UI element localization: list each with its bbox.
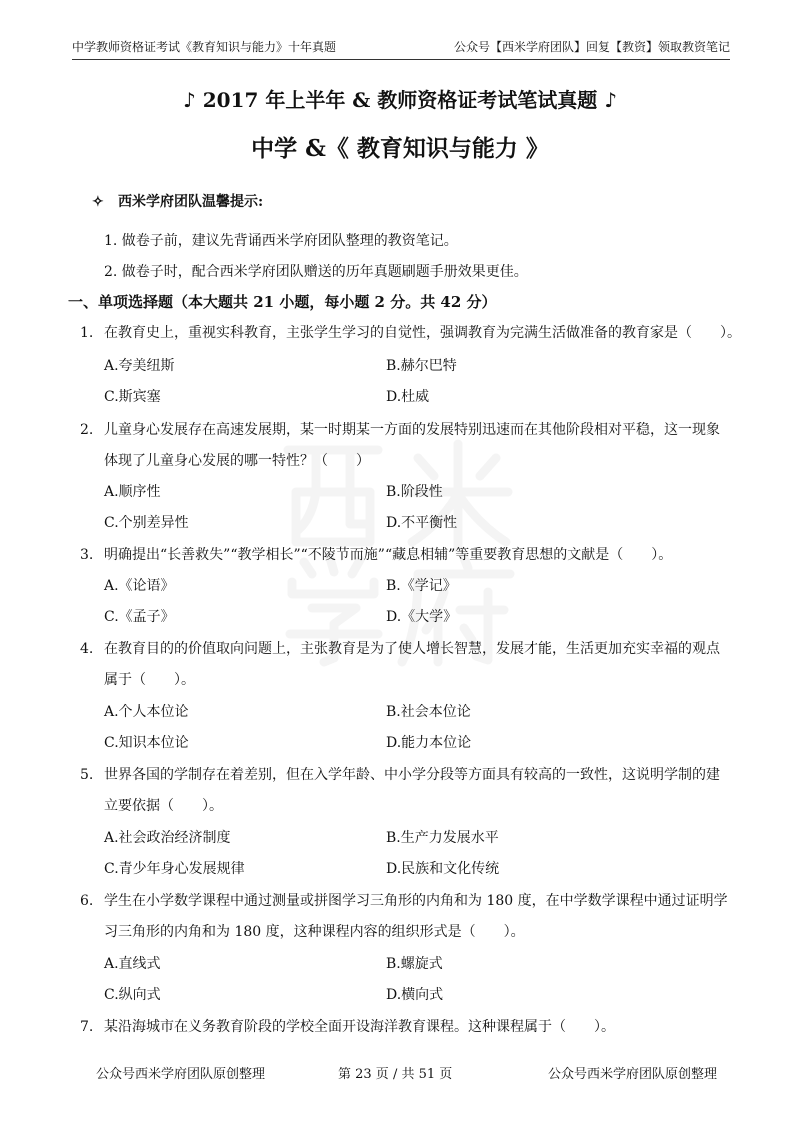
header-right-text: 公众号【西米学府团队】回复【教资】领取教资笔记: [453, 40, 730, 54]
option-c: C.斯宾塞: [104, 389, 161, 405]
option-b: B.生产力发展水平: [386, 830, 499, 846]
question-text: 学生在小学数学课程中通过测量或拼图学习三角形的内角和为 180 度，在中学数学课程中通过证明学: [104, 893, 728, 909]
option-c: C.知识本位论: [104, 735, 189, 751]
question-number: 1.: [80, 325, 94, 341]
tip-item: 1. 做卷子前，建议先背诵西米学府团队整理的教资笔记。: [104, 233, 458, 249]
option-c: C.青少年身心发展规律: [104, 861, 245, 877]
question-text: 在教育目的的价值取向问题上，主张教育是为了使人增长智慧，发展才能，生活更加充实幸福的观点: [104, 641, 720, 657]
option-a: A.顺序性: [104, 484, 161, 500]
footer-left-text: 公众号西米学府团队原创整理: [96, 1067, 266, 1082]
option-d: D.不平衡性: [386, 515, 458, 531]
option-d: D.《大学》: [386, 609, 458, 625]
tip-item: 2. 做卷子时，配合西米学府团队赠送的历年真题刷题手册效果更佳。: [104, 264, 528, 280]
question-text: 世界各国的学制存在着差别，但在入学年龄、中小学分段等方面具有较高的一致性，这说明学制的建: [104, 767, 720, 783]
question-text: 属于（ ）。: [104, 672, 195, 688]
option-c: C.《孟子》: [104, 609, 175, 625]
option-d: D.横向式: [386, 987, 444, 1003]
question-text: 体现了儿童身心发展的哪一特性？（ ）: [104, 453, 370, 469]
page-number: 第 23 页 / 共 51 页: [338, 1067, 453, 1082]
question-number: 6.: [80, 893, 94, 909]
subject-title: 中学 &《 教育知识与能力 》: [251, 135, 549, 162]
option-b: B.社会本位论: [386, 704, 471, 720]
question-number: 2.: [80, 422, 94, 438]
question-text: 习三角形的内角和为 180 度，这种课程内容的组织形式是（ ）。: [104, 924, 525, 940]
exam-title: ♪ 2017 年上半年 & 教师资格证考试笔试真题 ♪: [182, 88, 618, 112]
option-a: A.个人本位论: [104, 704, 189, 720]
option-b: B.螺旋式: [386, 956, 443, 972]
option-a: A.《论语》: [104, 578, 175, 594]
question-number: 7.: [80, 1019, 94, 1035]
option-c: C.个别差异性: [104, 515, 189, 531]
option-a: A.直线式: [104, 956, 161, 972]
tips-heading: 西米学府团队温馨提示:: [118, 194, 264, 210]
question-text: 某沿海城市在义务教育阶段的学校全面开设海洋教育课程。这种课程属于（ ）。: [104, 1019, 615, 1035]
option-a: A.夸美纽斯: [104, 358, 175, 374]
tip-bullet-icon: ✧: [92, 194, 104, 210]
footer-right-text: 公众号西米学府团队原创整理: [548, 1067, 718, 1082]
page-header: [72, 38, 730, 60]
option-c: C.纵向式: [104, 987, 161, 1003]
option-b: B.赫尔巴特: [386, 358, 457, 374]
option-b: B.《学记》: [386, 578, 457, 594]
option-d: D.杜威: [386, 389, 430, 405]
option-d: D.民族和文化传统: [386, 861, 500, 877]
question-text: 儿童身心发展存在高速发展期，某一时期某一方面的发展特别迅速而在其他阶段相对平稳，这一现象: [104, 422, 720, 438]
question-number: 5.: [80, 767, 94, 783]
question-number: 3.: [80, 547, 94, 563]
option-b: B.阶段性: [386, 484, 443, 500]
section-heading: 一、单项选择题（本大题共 21 小题，每小题 2 分。共 42 分）: [68, 293, 497, 311]
option-d: D.能力本位论: [386, 735, 472, 751]
question-text: 明确提出“长善救失”“教学相长”“不陵节而施”“藏息相辅”等重要教育思想的文献是（ ）。: [104, 547, 673, 563]
option-a: A.社会政治经济制度: [104, 830, 231, 846]
question-text: 立要依据（ ）。: [104, 798, 223, 814]
header-left-text: 中学教师资格证考试《教育知识与能力》十年真题: [72, 40, 337, 54]
question-number: 4.: [80, 641, 94, 657]
question-text: 在教育史上，重视实科教育，主张学生学习的自觉性，强调教育为完满生活做准备的教育家是（ ）。: [104, 325, 741, 341]
